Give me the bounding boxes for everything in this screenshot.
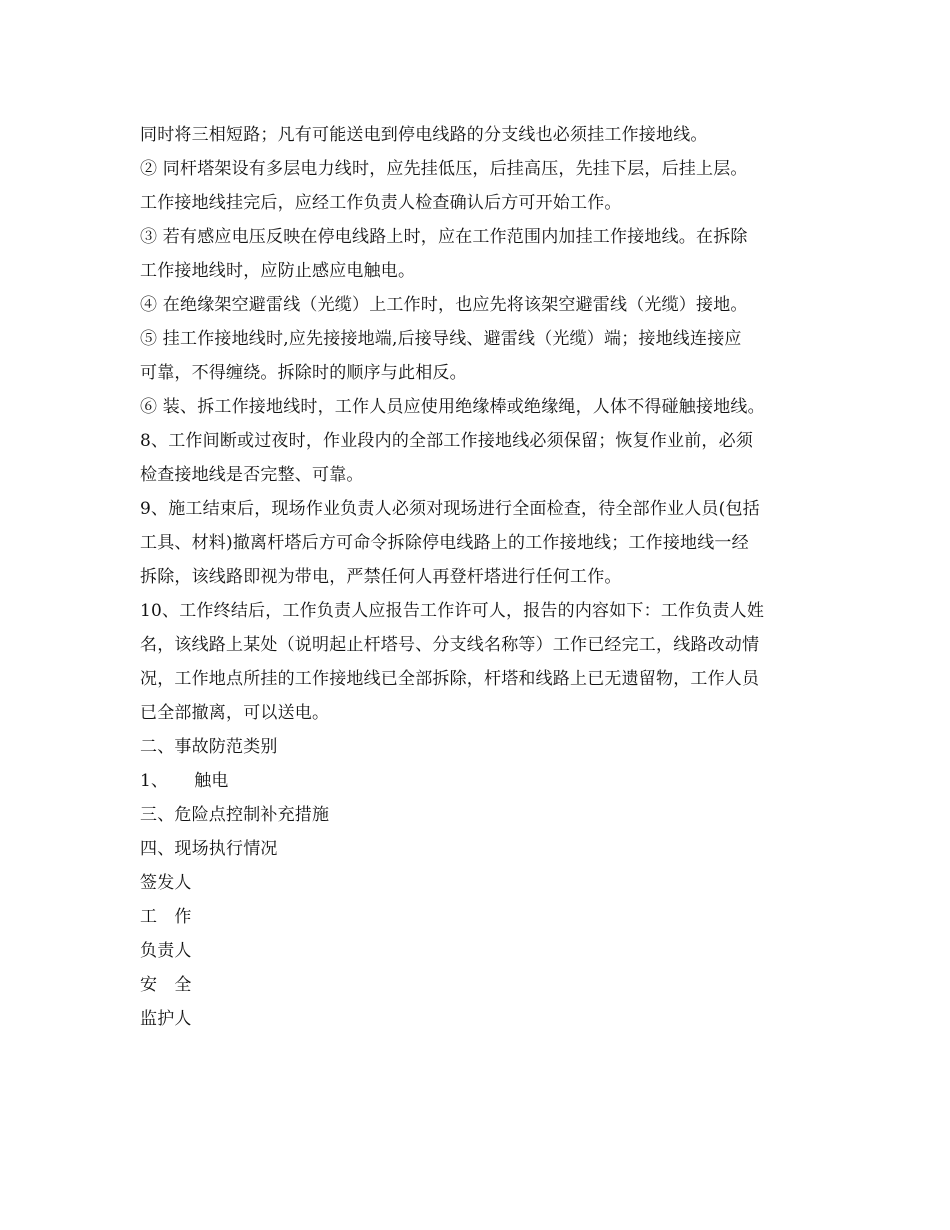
paragraph-line: ⑤ 挂工作接地线时,应先接接地端,后接导线、避雷线（光缆）端；接地线连接应 [140, 329, 742, 349]
document-body [140, 118, 815, 1036]
section-heading: 三、危险点控制补充措施 [140, 805, 330, 825]
paragraph-line: 工具、材料)撤离杆塔后方可命令拆除停电线路上的工作接地线；工作接地线一经 [140, 533, 749, 553]
paragraph-line: ④ 在绝缘架空避雷线（光缆）上工作时，也应先将该架空避雷线（光缆）接地。 [140, 295, 748, 315]
paragraph-line: ⑥ 装、拆工作接地线时，工作人员应使用绝缘棒或绝缘绳，人体不得碰触接地线。 [140, 397, 765, 417]
paragraph-line: 工作接地线时，应防止感应电触电。 [140, 261, 416, 281]
paragraph-line: 名，该线路上某处（说明起止杆塔号、分支线名称等）工作已经完工，线路改动情 [140, 635, 760, 655]
paragraph-line: 检查接地线是否完整、可靠。 [140, 465, 364, 485]
paragraph-line: 拆除，该线路即视为带电，严禁任何人再登杆塔进行任何工作。 [140, 567, 622, 587]
paragraph-line: 10、工作终结后，工作负责人应报告工作许可人，报告的内容如下：工作负责人姓 [140, 601, 765, 621]
paragraph-line: 可靠，不得缠绕。拆除时的顺序与此相反。 [140, 363, 467, 383]
paragraph-line: ② 同杆塔架设有多层电力线时，应先挂低压，后挂高压，先挂下层，后挂上层。 [140, 159, 748, 179]
section-heading: 四、现场执行情况 [140, 839, 278, 859]
signature-label-work: 工 作 [140, 907, 192, 927]
signature-label-safety: 安 全 [140, 975, 192, 995]
section-heading: 二、事故防范类别 [140, 737, 278, 757]
paragraph-line: 已全部撤离，可以送电。 [140, 703, 330, 723]
signature-label-issuer: 签发人 [140, 873, 192, 893]
list-item [140, 764, 815, 798]
list-item-text: 触电 [194, 771, 229, 791]
list-item-number: 1、 [140, 771, 169, 791]
paragraph-line: 9、施工结束后，现场作业负责人必须对现场进行全面检查，待全部作业人员(包括 [140, 499, 760, 519]
paragraph-line: 况，工作地点所挂的工作接地线已全部拆除，杆塔和线路上已无遗留物，工作人员 [140, 669, 760, 689]
paragraph-line: 工作接地线挂完后，应经工作负责人检查确认后方可开始工作。 [140, 193, 622, 213]
paragraph-line: 8、工作间断或过夜时，作业段内的全部工作接地线必须保留；恢复作业前，必须 [140, 431, 754, 451]
paragraph-line: ③ 若有感应电压反映在停电线路上时，应在工作范围内加挂工作接地线。在拆除 [140, 227, 748, 247]
paragraph-line: 同时将三相短路；凡有可能送电到停电线路的分支线也必须挂工作接地线。 [140, 125, 708, 145]
signature-label-guardian: 监护人 [140, 1009, 192, 1029]
signature-label-responsible: 负责人 [140, 941, 192, 961]
